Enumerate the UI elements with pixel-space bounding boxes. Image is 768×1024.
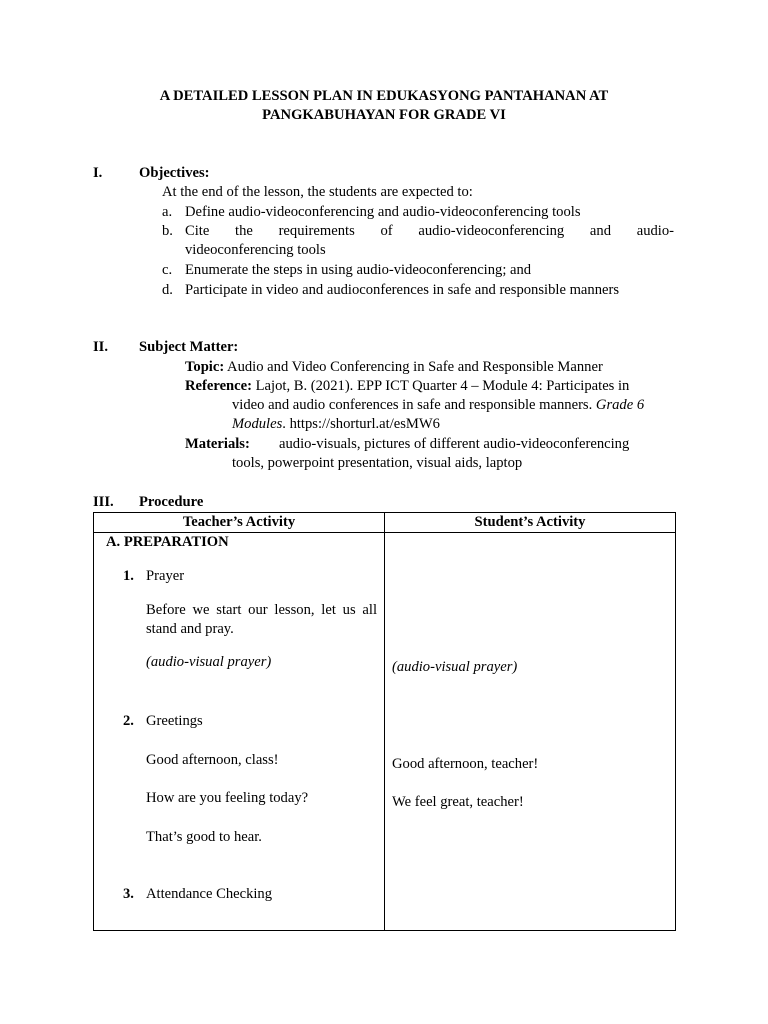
topic-label: Topic:	[185, 359, 225, 375]
materials-value: tools, powerpoint presentation, visual aids, laptop	[232, 455, 523, 471]
title-line-2: PANGKABUHAYAN FOR GRADE VI	[262, 107, 506, 123]
teacher-prayer-line: Before we start our lesson, let us all	[146, 602, 377, 618]
reference-line	[232, 415, 440, 434]
teacher-activity-cell	[94, 533, 385, 931]
topic-line	[185, 358, 603, 377]
objective-text: Participate in video and audioconferences in safe and responsible manners	[185, 282, 620, 298]
objectives-intro: At the end of the lesson, the students are expected to:	[162, 184, 473, 200]
student-line: We feel great, teacher!	[392, 794, 524, 810]
step-title: Prayer	[146, 568, 185, 584]
materials-value: audio-visuals, pictures of different audio-videoconferencing	[279, 436, 630, 452]
procedure-heading: Procedure	[139, 494, 204, 510]
document-title	[0, 87, 768, 125]
step-title: Greetings	[146, 713, 203, 729]
topic-value: Audio and Video Conferencing in Safe and Responsible Manner	[227, 359, 603, 375]
materials-label: Materials:	[185, 436, 250, 452]
reference-source: Grade 6	[595, 397, 645, 413]
table-row	[94, 533, 676, 931]
procedure-numeral: III.	[93, 494, 114, 510]
objective-text-line: videoconferencing tools	[185, 242, 326, 259]
step-title: Attendance Checking	[146, 886, 273, 902]
reference-source: Modules	[232, 416, 283, 432]
objective-text: Enumerate the steps in using audio-videoconferencing; and	[185, 262, 532, 278]
objectives-numeral: I.	[93, 165, 103, 181]
preparation-heading: A. PREPARATION	[106, 534, 229, 550]
student-line: Good afternoon, teacher!	[392, 756, 539, 772]
step-number: 3.	[123, 886, 134, 902]
teacher-activity-header: Teacher’s Activity	[94, 513, 385, 533]
step-number: 1.	[123, 568, 134, 584]
reference-line	[185, 377, 629, 396]
student-activity-header: Student’s Activity	[385, 513, 676, 533]
objective-text: Define audio-videoconferencing and audio-videoconferencing tools	[185, 204, 581, 220]
student-av-prayer: (audio-visual prayer)	[392, 659, 518, 675]
teacher-av-prayer: (audio-visual prayer)	[146, 654, 272, 670]
teacher-line: Good afternoon, class!	[146, 752, 279, 768]
reference-label: Reference:	[185, 378, 252, 394]
reference-value: Lajot, B. (2021). EPP ICT Quarter 4 – Module 4: Participates in	[255, 378, 630, 394]
objective-marker: a.	[162, 204, 173, 220]
reference-line	[232, 396, 644, 415]
objective-text-line: Cite the requirements of audio-videoconferencing and audio-	[185, 223, 674, 239]
objective-marker: c.	[162, 262, 173, 278]
title-line-1: A DETAILED LESSON PLAN IN EDUKASYONG PANTAHANAN AT	[159, 88, 609, 104]
subject-matter-heading: Subject Matter:	[139, 339, 239, 355]
objective-marker: d.	[162, 282, 173, 298]
objectives-heading: Objectives:	[139, 165, 210, 181]
step-number: 2.	[123, 713, 134, 729]
table-header-row	[94, 513, 676, 533]
reference-url: . https://shorturl.at/esMW6	[282, 416, 440, 432]
procedure-table	[93, 512, 676, 931]
teacher-line: That’s good to hear.	[146, 829, 262, 845]
subject-matter-numeral: II.	[93, 339, 109, 355]
teacher-line: How are you feeling today?	[146, 790, 309, 806]
objective-marker: b.	[162, 223, 173, 239]
teacher-prayer-line: stand and pray.	[146, 621, 234, 637]
reference-value: video and audio conferences in safe and responsible manners.	[232, 397, 593, 413]
student-activity-cell	[385, 533, 676, 931]
